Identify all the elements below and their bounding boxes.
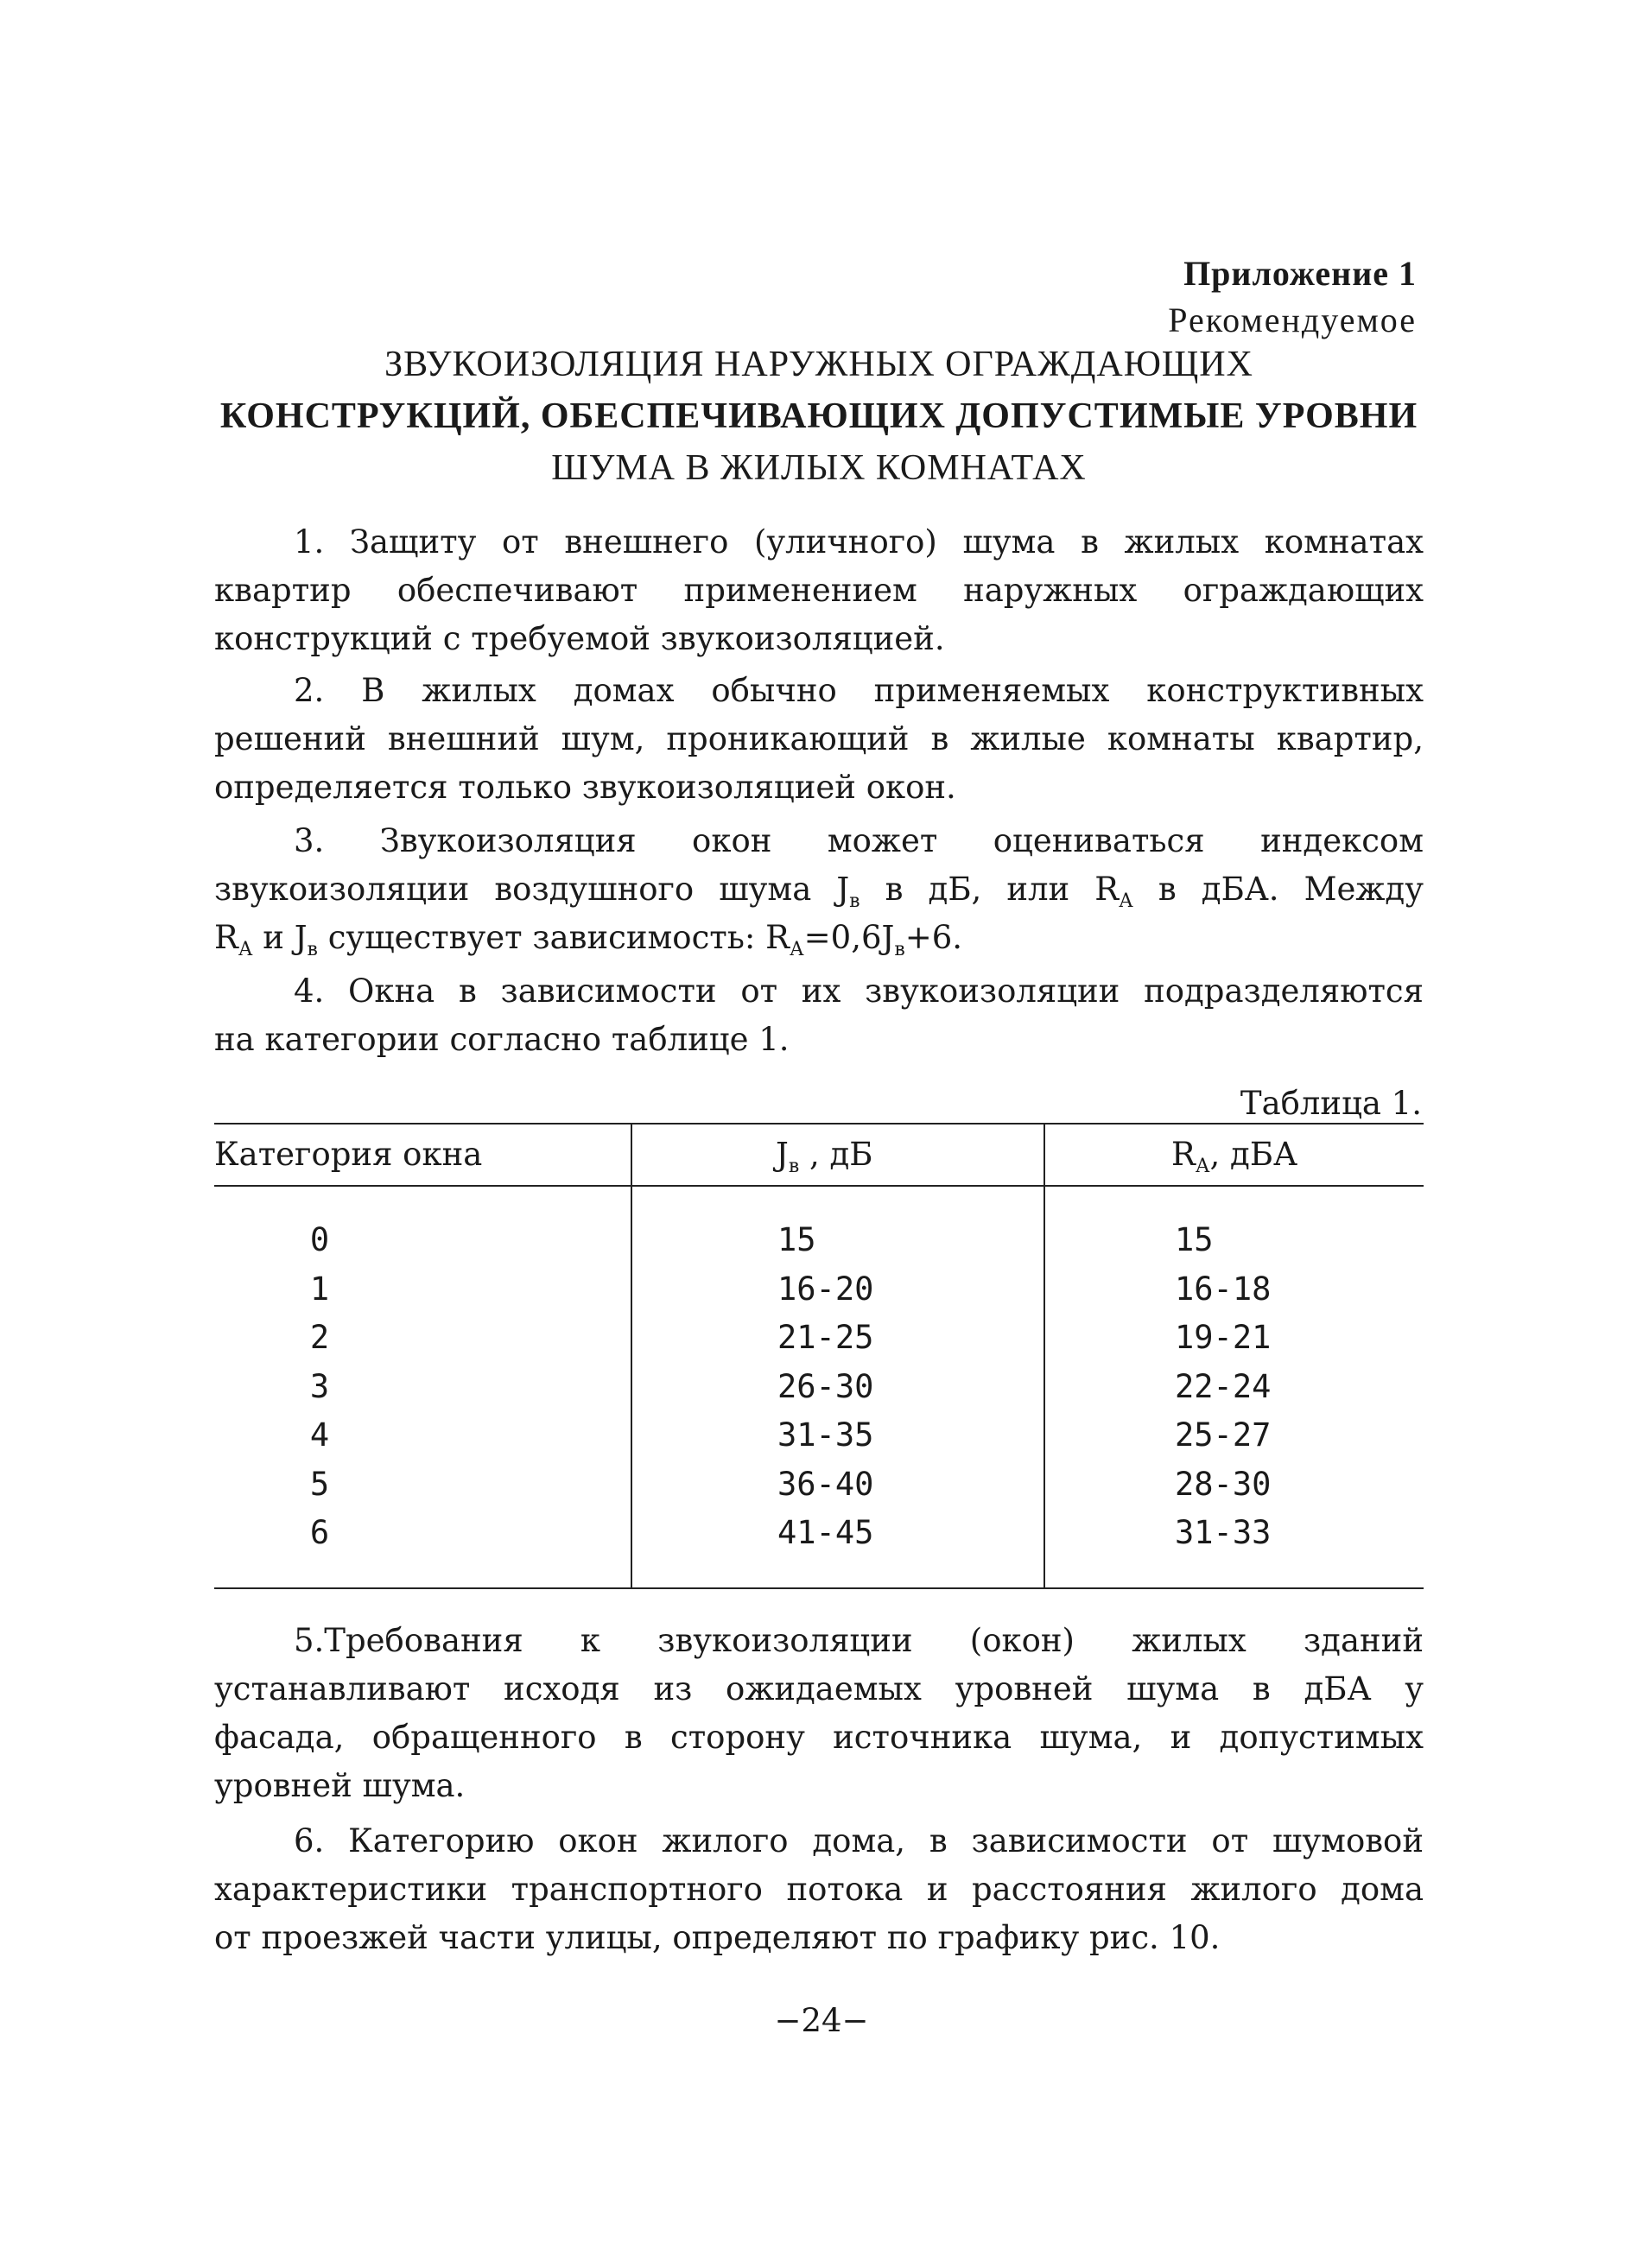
heading-line-1: ЗВУКОИЗОЛЯЦИЯ НАРУЖНЫХ ОГРАЖДАЮЩИХ <box>384 345 1253 384</box>
table-cell-jv: 31-35 <box>777 1416 874 1454</box>
text-fragment: R <box>1171 1136 1196 1173</box>
subscript: А <box>1195 1156 1210 1177</box>
paragraph-5 <box>214 1617 1424 1810</box>
paragraph-6-line-1: 6. Категорию окон жилого дома, в зависимости от шумовой <box>294 1822 1424 1859</box>
table-cell-ra: 19-21 <box>1175 1319 1272 1356</box>
paragraph-6-line-3: от проезжей части улицы, определяют по графику рис. 10. <box>214 1919 1221 1956</box>
appendix-status: Рекомендуемое <box>1168 301 1417 339</box>
text-fragment: +6. <box>904 919 963 956</box>
text-fragment: R <box>214 919 238 956</box>
table-bottom-rule <box>214 1587 1424 1589</box>
appendix-label <box>1168 250 1417 344</box>
table-cell-category: 5 <box>309 1465 330 1503</box>
paragraph-6 <box>214 1817 1424 1962</box>
table-cell-jv: 26-30 <box>777 1367 874 1405</box>
paragraph-1-line-2: квартир обеспечивают применением наружных ограждающих <box>214 572 1424 609</box>
appendix-number: Приложение 1 <box>1183 254 1417 293</box>
paragraph-2-line-1: 2. В жилых домах обычно применяемых конструктивных <box>294 672 1424 709</box>
subscript: в <box>788 1156 800 1177</box>
table-cell-jv: 36-40 <box>777 1465 874 1503</box>
paragraph-5-line-1: 5.Требования к звукоизоляции (окон) жилых зданий <box>294 1622 1424 1659</box>
text-fragment: , дБ <box>799 1136 873 1173</box>
paragraph-3-line-2 <box>214 865 1424 914</box>
column-header-ra <box>1171 1133 1297 1176</box>
text-fragment: в дБ, или R <box>860 871 1120 908</box>
heading-line-2: КОНСТРУКЦИЙ, ОБЕСПЕЧИВАЮЩИХ ДОПУСТИМЫЕ УРОВНИ <box>219 396 1418 436</box>
text-fragment: и J <box>252 919 308 956</box>
table-caption: Таблица 1. <box>1240 1085 1422 1122</box>
table-cell-jv: 21-25 <box>777 1319 874 1356</box>
subscript: А <box>790 939 804 960</box>
column-header-category: Категория окна <box>214 1136 483 1173</box>
page-number: −24− <box>774 2002 869 2039</box>
table-column-divider-2 <box>1044 1123 1045 1589</box>
paragraph-5-line-3: фасада, обращенного в сторону источника шума, и допустимых <box>214 1719 1424 1756</box>
text-fragment: звукоизоляции воздушного шума J <box>214 871 850 908</box>
paragraph-3 <box>214 817 1424 962</box>
subscript: А <box>1119 890 1133 912</box>
paragraph-1-line-3: конструкций с требуемой звукоизоляцией. <box>214 620 945 657</box>
table-cell-ra: 22-24 <box>1175 1367 1272 1405</box>
paragraph-2-line-3: определяется только звукоизоляцией окон. <box>214 769 956 806</box>
table-cell-ra: 15 <box>1175 1221 1214 1258</box>
text-fragment: существует зависимость: R <box>317 919 790 956</box>
document-heading <box>214 339 1424 494</box>
paragraph-3-line-3 <box>214 914 1424 962</box>
table-cell-ra: 28-30 <box>1175 1465 1272 1503</box>
paragraph-4-line-2: на категории согласно таблице 1. <box>214 1021 790 1058</box>
paragraph-6-line-2: характеристики транспортного потока и расстояния жилого дома <box>214 1871 1424 1908</box>
category-table <box>214 1123 1424 1589</box>
table-cell-category: 0 <box>309 1221 330 1258</box>
column-header-jv <box>776 1133 873 1176</box>
table-cell-jv: 16-20 <box>777 1270 874 1308</box>
table-cell-category: 2 <box>309 1319 330 1356</box>
text-fragment: , дБА <box>1209 1136 1298 1173</box>
paragraph-1 <box>214 518 1424 663</box>
table-cell-jv: 41-45 <box>777 1514 874 1551</box>
table-header-rule <box>214 1185 1424 1187</box>
table-cell-ra: 31-33 <box>1175 1514 1272 1551</box>
text-fragment: =0,6J <box>803 919 895 956</box>
subscript: в <box>307 939 318 960</box>
subscript: в <box>849 890 860 912</box>
table-cell-jv: 15 <box>777 1221 816 1258</box>
paragraph-4 <box>214 967 1424 1064</box>
table-cell-category: 1 <box>309 1270 330 1308</box>
text-fragment: J <box>776 1136 789 1173</box>
paragraph-3-line-1: 3. Звукоизоляция окон может оцениваться индексом <box>294 822 1424 859</box>
table-cell-ra: 25-27 <box>1175 1416 1272 1454</box>
text-fragment: в дБА. Между <box>1132 871 1424 908</box>
paragraph-5-line-2: устанавливают исходя из ожидаемых уровней шума в дБА у <box>214 1670 1424 1707</box>
heading-line-3: ШУМА В ЖИЛЫХ КОМНАТАХ <box>551 448 1087 488</box>
paragraph-2-line-2: решений внешний шум, проникающий в жилые комнаты квартир, <box>214 720 1424 757</box>
paragraph-1-line-1: 1. Защиту от внешнего (уличного) шума в жилых комнатах <box>294 523 1424 561</box>
table-cell-category: 6 <box>309 1514 330 1551</box>
table-column-divider-1 <box>631 1123 632 1589</box>
subscript: А <box>238 939 253 960</box>
subscript: в <box>894 939 905 960</box>
paragraph-2 <box>214 667 1424 812</box>
table-cell-ra: 16-18 <box>1175 1270 1272 1308</box>
table-cell-category: 3 <box>309 1367 330 1405</box>
table-cell-category: 4 <box>309 1416 330 1454</box>
paragraph-4-line-1: 4. Окна в зависимости от их звукоизоляции подразделяются <box>294 972 1424 1010</box>
paragraph-5-line-4: уровней шума. <box>214 1767 466 1804</box>
table-top-rule <box>214 1123 1424 1124</box>
